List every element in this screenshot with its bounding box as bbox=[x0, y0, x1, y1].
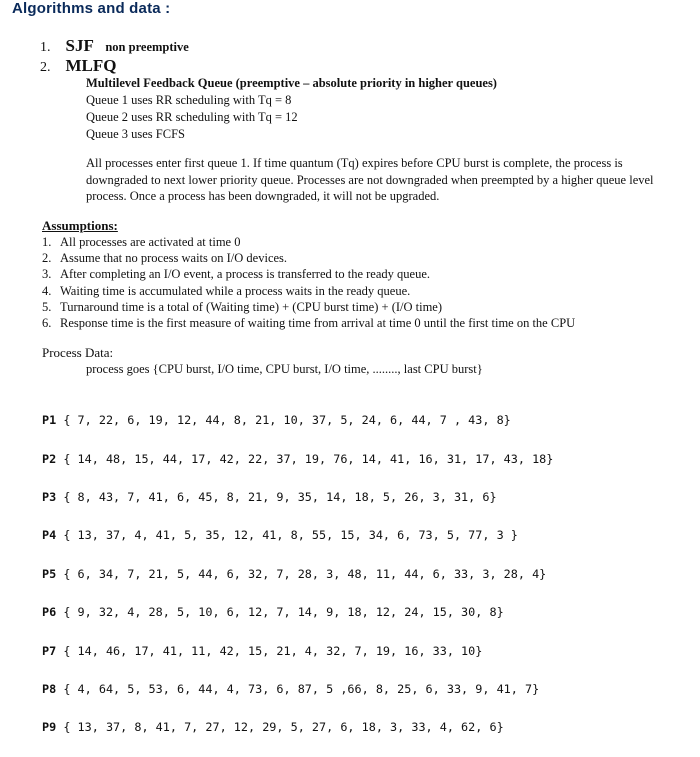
process-name: P3 bbox=[42, 490, 57, 505]
assumption-text: Waiting time is accumulated while a process waits in the ready queue. bbox=[60, 283, 411, 298]
assumption-number: 2. bbox=[42, 251, 52, 266]
process-name: P1 bbox=[42, 413, 57, 428]
assumption-number: 4. bbox=[42, 283, 52, 298]
assumption-number: 3. bbox=[42, 267, 52, 282]
assumption-text: Assume that no process waits on I/O devices. bbox=[60, 251, 288, 266]
mlfq-description bbox=[86, 75, 497, 143]
assumption-item bbox=[42, 283, 575, 299]
assumptions-list bbox=[42, 234, 575, 331]
assumption-item bbox=[42, 315, 575, 331]
assumption-number: 6. bbox=[42, 316, 52, 331]
process-row bbox=[42, 411, 553, 430]
process-name: P4 bbox=[42, 528, 57, 543]
assumption-text: All processes are activated at time 0 bbox=[60, 235, 241, 249]
assumptions-title: Assumptions: bbox=[42, 218, 118, 233]
process-row bbox=[42, 680, 553, 699]
assumption-item bbox=[42, 299, 575, 315]
process-name: P8 bbox=[42, 682, 57, 697]
algorithm-name: SJF bbox=[65, 36, 94, 55]
algorithm-note: non preemptive bbox=[105, 40, 189, 54]
assumption-item bbox=[42, 250, 575, 266]
algorithm-number: 1. bbox=[40, 40, 51, 55]
process-values: { 9, 32, 4, 28, 5, 10, 6, 12, 7, 14, 9, 18, 12, 24, 15, 30, 8} bbox=[63, 605, 504, 620]
process-list bbox=[42, 392, 553, 757]
mlfq-paragraph: All processes enter first queue 1. If time quantum (Tq) expires before CPU burst is complete, the process is downgraded to next lower priority queue. Processes are not downgraded when preempted by a higher queue level process. Once a process has been downgraded, it will not be upgraded. bbox=[86, 156, 654, 203]
process-row bbox=[42, 603, 553, 622]
algorithm-item-sjf bbox=[40, 36, 189, 56]
assumption-text: Turnaround time is a total of (Waiting time) + (CPU burst time) + (I/O time) bbox=[60, 299, 443, 314]
process-row bbox=[42, 488, 553, 507]
assumption-item bbox=[42, 234, 575, 250]
assumption-item bbox=[42, 266, 575, 282]
process-values: { 7, 22, 6, 19, 12, 44, 8, 21, 10, 37, 5, 24, 6, 44, 7 , 43, 8} bbox=[63, 413, 511, 428]
assumption-number: 5. bbox=[42, 299, 52, 314]
process-values: { 4, 64, 5, 53, 6, 44, 4, 73, 6, 87, 5 ,66, 8, 25, 6, 33, 9, 41, 7} bbox=[63, 682, 540, 697]
process-name: P7 bbox=[42, 643, 57, 658]
process-row bbox=[42, 526, 553, 545]
mlfq-title: Multilevel Feedback Queue (preemptive – absolute priority in higher queues) bbox=[86, 76, 497, 90]
process-name: P9 bbox=[42, 720, 57, 735]
process-data-label: Process Data: bbox=[42, 345, 114, 360]
process-values: { 14, 48, 15, 44, 17, 42, 22, 37, 19, 76, 14, 41, 16, 31, 17, 43, 18} bbox=[63, 451, 554, 466]
algorithm-number: 2. bbox=[40, 60, 51, 75]
algorithm-name: MLFQ bbox=[65, 56, 117, 75]
process-row bbox=[42, 718, 553, 737]
queue-line: Queue 2 uses RR scheduling with Tq = 12 bbox=[86, 110, 298, 124]
process-name: P6 bbox=[42, 605, 57, 620]
assumption-number: 1. bbox=[42, 235, 52, 249]
process-values: { 14, 46, 17, 41, 11, 42, 15, 21, 4, 32, 7, 19, 16, 33, 10} bbox=[63, 643, 483, 658]
process-values: { 6, 34, 7, 21, 5, 44, 6, 32, 7, 28, 3, 48, 11, 44, 6, 33, 3, 28, 4} bbox=[63, 566, 547, 581]
assumption-text: Response time is the first measure of waiting time from arrival at time 0 until the first time on the CPU bbox=[60, 316, 576, 331]
algorithm-item-mlfq bbox=[40, 56, 117, 76]
process-name: P5 bbox=[42, 566, 57, 581]
process-values: { 8, 43, 7, 41, 6, 45, 8, 21, 9, 35, 14, 18, 5, 26, 3, 31, 6} bbox=[63, 490, 497, 505]
assumption-text: After completing an I/O event, a process is transferred to the ready queue. bbox=[60, 267, 430, 282]
process-row bbox=[42, 450, 553, 469]
queue-line: Queue 3 uses FCFS bbox=[86, 127, 185, 141]
process-data-format: process goes {CPU burst, I/O time, CPU burst, I/O time, ........, last CPU burst} bbox=[86, 362, 483, 376]
page-heading: Algorithms and data : bbox=[12, 0, 171, 17]
process-values: { 13, 37, 4, 41, 5, 35, 12, 41, 8, 55, 15, 34, 6, 73, 5, 77, 3 } bbox=[63, 528, 518, 543]
process-name: P2 bbox=[42, 451, 57, 466]
queue-line: Queue 1 uses RR scheduling with Tq = 8 bbox=[86, 93, 292, 107]
process-row bbox=[42, 565, 553, 584]
process-values: { 13, 37, 8, 41, 7, 27, 12, 29, 5, 27, 6, 18, 3, 33, 4, 62, 6} bbox=[63, 720, 504, 735]
process-row bbox=[42, 642, 553, 661]
